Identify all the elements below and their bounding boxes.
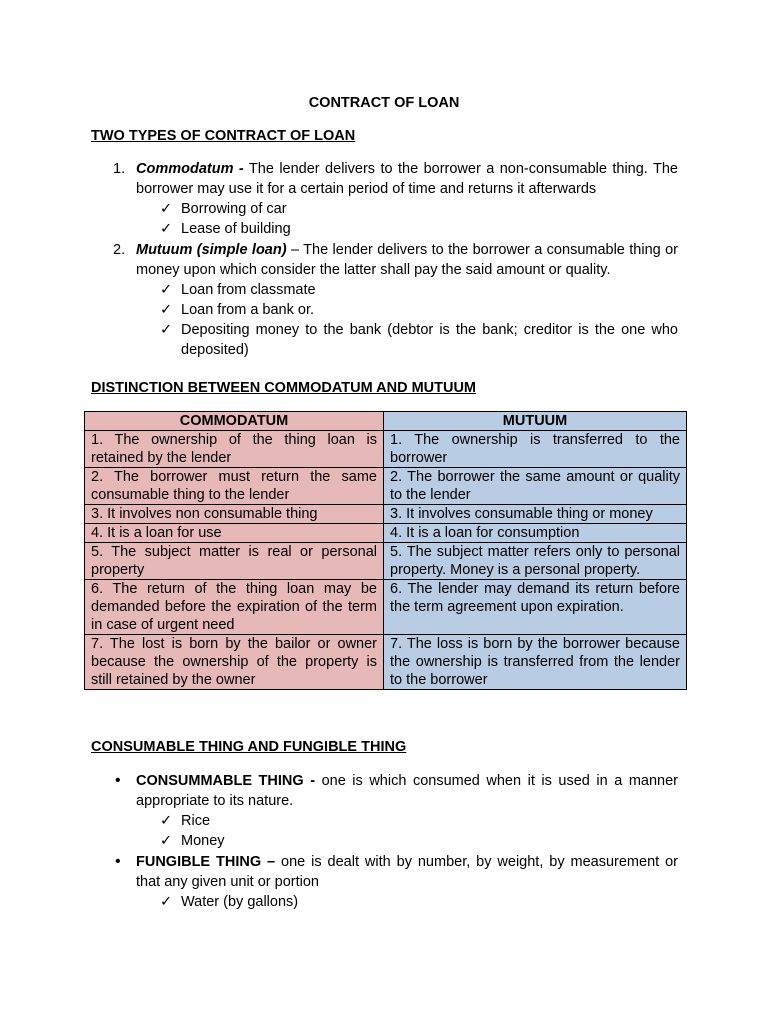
example-item xyxy=(0,199,678,219)
table-cell-commodatum: 6. The return of the thing loan may be demanded before the expiration of the term in case of urgent need xyxy=(85,580,384,635)
checkmark-icon: ✓ xyxy=(160,894,173,910)
example-item xyxy=(0,219,678,239)
table-row xyxy=(85,580,687,635)
list-number: 2. xyxy=(113,242,126,258)
table-cell-commodatum: 2. The borrower must return the same consumable thing to the lender xyxy=(85,468,384,505)
table-header-row xyxy=(85,412,687,431)
table-cell-mutuum: 1. The ownership is transferred to the borrower xyxy=(384,431,687,468)
table-cell-mutuum: 5. The subject matter refers only to personal property. Money is a personal property. xyxy=(384,543,687,580)
bullet-icon: • xyxy=(115,853,121,870)
definition-fungible: one is dealt with by number, by weight, by measurement or that any given unit or portion xyxy=(136,854,678,890)
section-heading-distinction: DISTINCTION BETWEEN COMMODATUM AND MUTUUM xyxy=(91,380,477,396)
checkmark-icon: ✓ xyxy=(160,813,173,829)
table-row xyxy=(85,505,687,524)
thing-types-list xyxy=(0,771,768,912)
example-text: Depositing money to the bank (debtor is the bank; creditor is the one who deposited) xyxy=(181,322,678,358)
example-text: Lease of building xyxy=(181,221,291,237)
checkmark-icon: ✓ xyxy=(160,282,173,298)
example-text: Loan from a bank or. xyxy=(181,302,314,318)
table-cell-commodatum: 7. The lost is born by the bailor or owner because the ownership of the property is still retained by the owner xyxy=(85,635,384,690)
example-text: Borrowing of car xyxy=(181,201,287,217)
table-cell-mutuum: 7. The loss is born by the borrower because the ownership is transferred from the lender to the borrower xyxy=(384,635,687,690)
example-text: Money xyxy=(181,833,225,849)
table-row xyxy=(85,543,687,580)
checkmark-icon: ✓ xyxy=(160,221,173,237)
example-item xyxy=(0,831,678,851)
section-heading-types: TWO TYPES OF CONTRACT OF LOAN xyxy=(91,128,356,144)
list-item-commodatum xyxy=(0,159,678,199)
table-cell-commodatum: 3. It involves non consumable thing xyxy=(85,505,384,524)
table-cell-mutuum: 6. The lender may demand its return before the term agreement upon expiration. xyxy=(384,580,687,635)
table-cell-mutuum: 2. The borrower the same amount or quality to the lender xyxy=(384,468,687,505)
table-cell-mutuum: 3. It involves consumable thing or money xyxy=(384,505,687,524)
bullet-icon: • xyxy=(115,772,121,789)
example-item xyxy=(0,280,678,300)
definition-consumable: one is which consumed when it is used in a manner appropriate to its nature. xyxy=(136,773,678,809)
definition-mutuum: – The lender delivers to the borrower a consumable thing or money upon which consider the latter shall pay the said amount or quality. xyxy=(136,242,678,278)
example-text: Water (by gallons) xyxy=(181,894,299,910)
table-row xyxy=(85,468,687,505)
list-item-fungible xyxy=(0,852,678,892)
list-item-mutuum xyxy=(0,240,678,280)
list-item-consumable xyxy=(0,771,678,811)
example-text: Rice xyxy=(181,813,211,829)
list-number: 1. xyxy=(113,161,126,177)
term-fungible: FUNGIBLE THING – xyxy=(136,854,276,870)
term-mutuum: Mutuum (simple loan) xyxy=(136,242,287,258)
example-text: Loan from classmate xyxy=(181,282,316,298)
table-row xyxy=(85,431,687,468)
table-row xyxy=(85,524,687,543)
document-title: CONTRACT OF LOAN xyxy=(308,95,460,111)
table-cell-commodatum: 4. It is a loan for use xyxy=(85,524,384,543)
term-commodatum: Commodatum - xyxy=(136,161,244,177)
example-item xyxy=(0,892,678,912)
example-item xyxy=(0,320,678,360)
table-cell-commodatum: 5. The subject matter is real or personal property xyxy=(85,543,384,580)
section-heading-consumable: CONSUMABLE THING AND FUNGIBLE THING xyxy=(91,739,407,755)
definition-commodatum: The lender delivers to the borrower a non-consumable thing. The borrower may use it for a certain period of time and returns it afterwards xyxy=(136,161,678,197)
table-cell-mutuum: 4. It is a loan for consumption xyxy=(384,524,687,543)
column-header-commodatum: COMMODATUM xyxy=(85,412,384,431)
distinction-table xyxy=(84,411,687,690)
column-header-mutuum: MUTUUM xyxy=(384,412,687,431)
checkmark-icon: ✓ xyxy=(160,302,173,318)
example-item xyxy=(0,300,678,320)
example-item xyxy=(0,811,678,831)
checkmark-icon: ✓ xyxy=(160,322,173,338)
loan-types-list xyxy=(0,159,768,360)
table-row xyxy=(85,635,687,690)
checkmark-icon: ✓ xyxy=(160,201,173,217)
table-cell-commodatum: 1. The ownership of the thing loan is retained by the lender xyxy=(85,431,384,468)
term-consumable: CONSUMMABLE THING - xyxy=(136,773,316,789)
checkmark-icon: ✓ xyxy=(160,833,173,849)
